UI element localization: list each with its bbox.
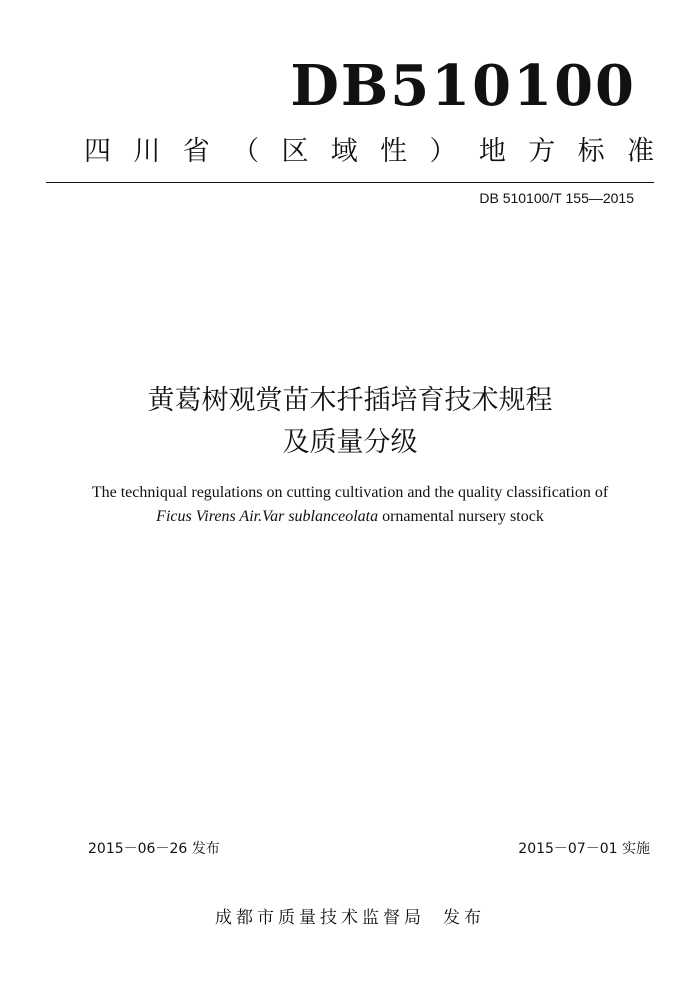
title-english-line-2 [0,505,700,529]
publisher-action: 发布 [443,908,485,928]
standard-type-char: 域 [330,136,358,167]
standard-type-char: （ [232,136,260,167]
title-chinese [0,380,700,464]
publisher-line [0,903,700,928]
issue-date: 2015－06－26 发布 [88,841,220,857]
standard-type-char: 标 [577,136,605,167]
standard-type-char: ） [429,136,457,167]
title-english-line-2-rest: ornamental nursery stock [378,508,544,525]
implementation-date: 2015－07－01 实施 [518,841,650,857]
standard-type-heading [84,138,654,165]
title-english-line-1: The techniqual regulations on cutting cultivation and the quality classification of [91,484,609,501]
standard-type-char: 四 [84,136,111,167]
header-divider [46,182,654,183]
title-chinese-line-1: 黄葛树观赏苗木扦插培育技术规程 [147,385,553,416]
publisher-organization: 成都市质量技术监督局 [215,908,425,928]
standard-type-char: 川 [133,136,161,167]
standard-type-char: 区 [281,136,309,167]
standard-type-char: 省 [182,136,210,167]
standard-type-char: 方 [528,136,556,167]
standard-type-char: 准 [626,136,654,167]
standard-code-large: DB510100 [290,53,636,119]
title-chinese-line-2: 及质量分级 [282,427,418,458]
species-name: Ficus Virens Air.Var sublanceolata [156,508,379,525]
standard-type-char: 性 [380,136,408,167]
standard-number: DB 510100/T 155—2015 [479,190,634,206]
title-english [0,481,700,529]
standard-type-char: 地 [478,136,506,167]
